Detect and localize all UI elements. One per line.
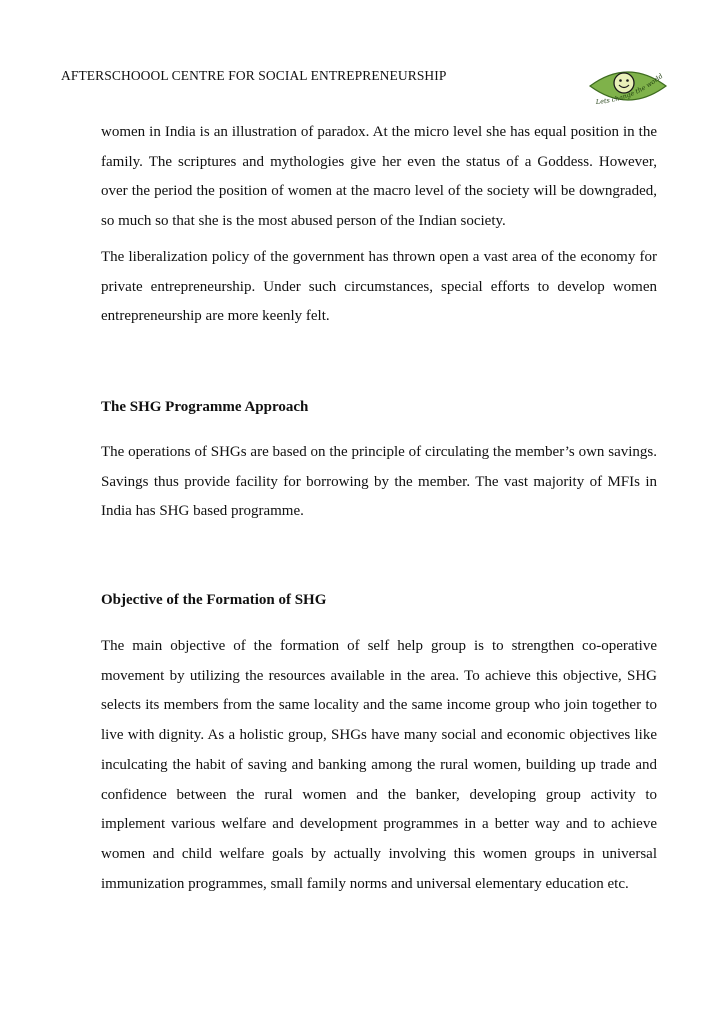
organization-logo xyxy=(588,64,668,108)
page-header-title: AFTERSCHOOOL CENTRE FOR SOCIAL ENTREPRENEURSHIP xyxy=(61,68,447,83)
paragraph-women-paradox: women in India is an illustration of paradox. At the micro level she has equal position in the family. The scriptures and mythologies give her even the status of a Goddess. However, over the period the position of women at the macro level of the society will be downgraded, so much so that she is the most abused person of the Indian society. xyxy=(101,124,657,230)
paragraph-shg-operations: The operations of SHGs are based on the principle of circulating the member’s own savings. Savings thus provide facility for borrowing by the member. The vast majority of MFIs in India has SHG based programme. xyxy=(101,444,657,520)
heading-shg-approach: The SHG Programme Approach xyxy=(101,399,309,415)
paragraph-shg-objectives: The main objective of the formation of self help group is to strengthen co-operative movement by utilizing the resources available in the area. To achieve this objective, SHG selects its members from the same locality and the same income group who join together to live with dignity. As a holistic group, SHGs have many social and economic objectives like inculcating the habit of saving and banking among the rural women, building up trade and confidence between the rural women and the banker, developing group activity to implement various welfare and development programmes in a better way and to achieve women and child welfare goals by actually involving this women groups in universal immunization programmes, small family norms and universal elementary education etc. xyxy=(101,638,657,892)
heading-shg-objective: Objective of the Formation of SHG xyxy=(101,592,327,608)
paragraph-liberalization: The liberalization policy of the government has thrown open a vast area of the economy for private entrepreneurship. Under such circumstances, special efforts to develop women entrepreneurship are more keenly felt. xyxy=(101,249,657,325)
logo-text: Lets change the world xyxy=(595,71,665,107)
